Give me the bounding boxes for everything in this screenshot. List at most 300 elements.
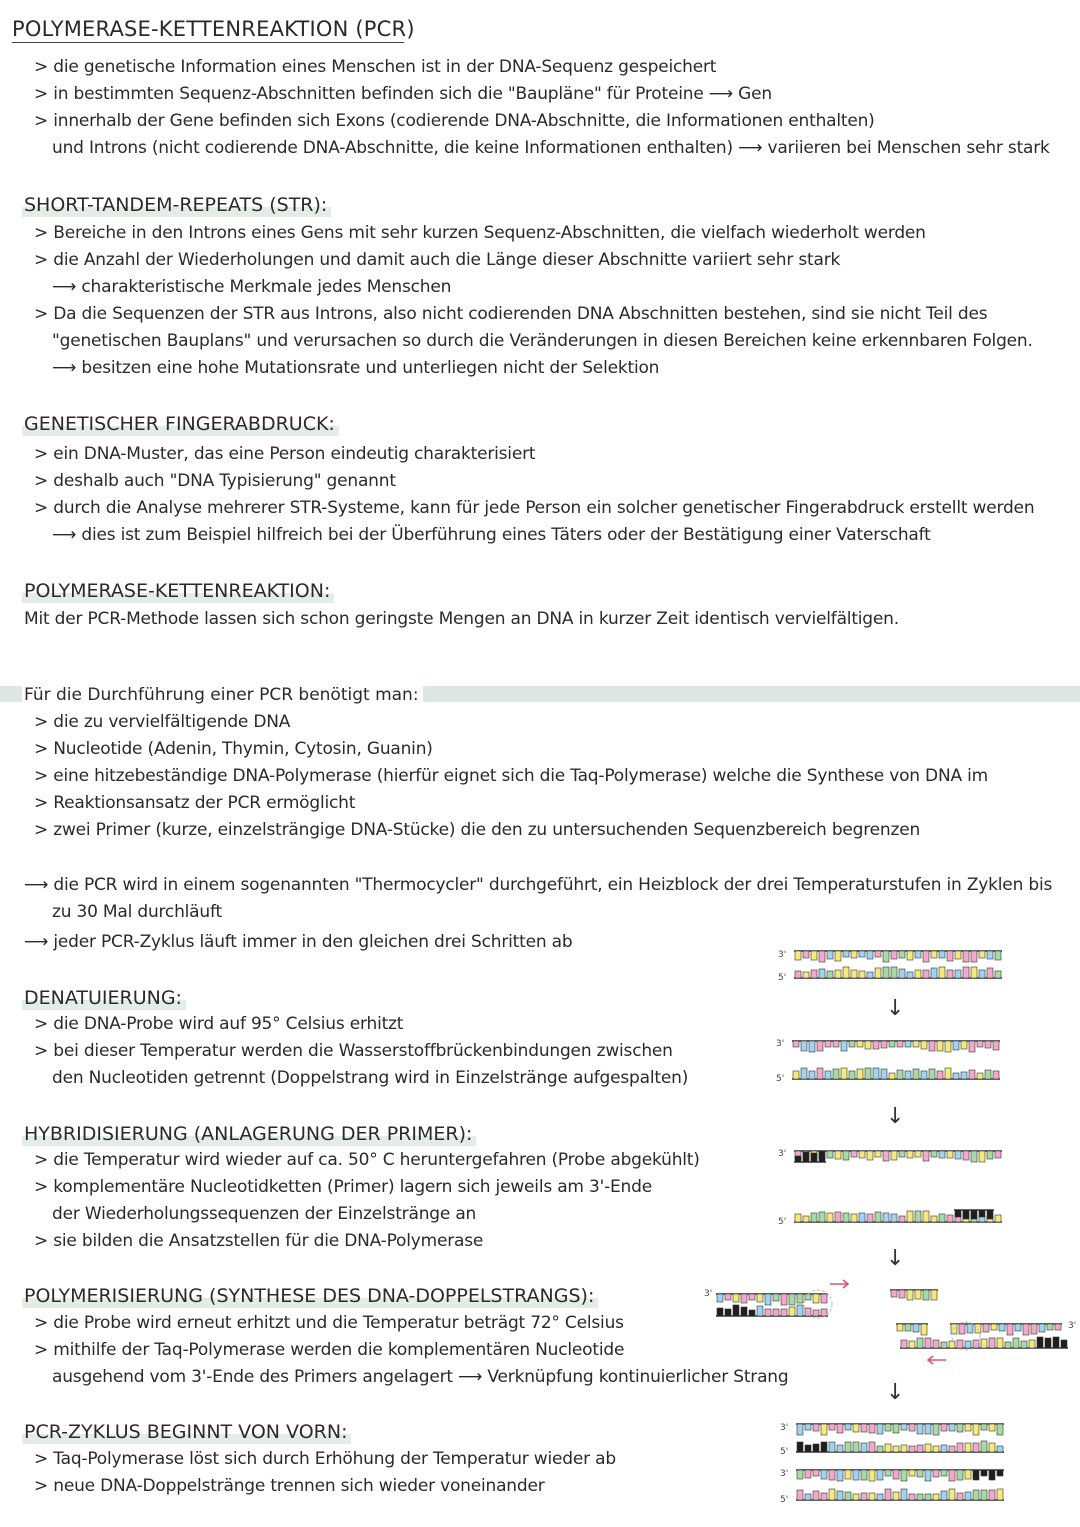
nucleotide: [957, 1470, 963, 1480]
nucleotide: [805, 1308, 811, 1316]
dna-strand: [900, 1337, 1068, 1348]
nucleotide: [741, 1294, 747, 1303]
nucleotide: [801, 1068, 807, 1079]
nucleotide: [939, 951, 945, 958]
polymerization-line-1: > die Probe wird erneut erhitzt und die Temperatur beträgt 72° Celsius: [34, 1313, 624, 1333]
nucleotide: [795, 951, 801, 960]
nucleotide: [875, 968, 881, 978]
nucleotide: [885, 1470, 891, 1476]
dna-double-strand-diagram: [776, 944, 1008, 988]
strand-end-label: 5': [780, 1447, 789, 1457]
nucleotide: [765, 1309, 771, 1316]
nucleotide: [859, 971, 865, 978]
nucleotide: [795, 971, 801, 978]
nucleotide: [995, 1151, 1001, 1158]
requirements-line-3: > eine hitzebeständige DNA-Polymerase (hierfür eignet sich die Taq-Polymerase) welche die Synthese von DNA im: [34, 766, 988, 786]
nucleotide: [941, 1491, 947, 1500]
nucleotide: [915, 970, 921, 978]
dna-strand: [950, 1324, 1062, 1335]
nucleotide: [865, 1041, 871, 1049]
nucleotide: [921, 1324, 927, 1335]
nucleotide: [977, 1041, 983, 1047]
nucleotide: [925, 1494, 931, 1500]
nucleotide: [989, 1490, 995, 1500]
nucleotide: [947, 1151, 953, 1158]
nucleotide: [885, 1489, 891, 1500]
str-heading: SHORT-TANDEM-REPEATS (STR):: [22, 193, 331, 217]
nucleotide: [843, 1213, 849, 1222]
nucleotide: [797, 1490, 803, 1500]
nucleotide: [981, 1339, 987, 1348]
nucleotide: [1013, 1338, 1019, 1348]
primer-nucleotide: [819, 1151, 825, 1162]
nucleotide: [965, 1424, 971, 1431]
primer-nucleotide: [741, 1307, 747, 1316]
nucleotide: [797, 1305, 803, 1316]
nucleotide: [913, 1324, 919, 1332]
nucleotide: [1007, 1324, 1013, 1335]
nucleotide: [765, 1294, 771, 1305]
nucleotide: [965, 1470, 971, 1479]
nucleotide: [933, 1446, 939, 1452]
nucleotide: [797, 1294, 803, 1303]
synthesis-direction-arrow: [928, 1356, 946, 1364]
nucleotide: [891, 1214, 897, 1222]
requirements-line-2: > Nucleotide (Adenin, Thymin, Cytosin, Guanin): [34, 739, 433, 759]
nucleotide: [901, 1424, 907, 1430]
nucleotide: [875, 951, 881, 957]
nucleotide: [995, 951, 1001, 960]
nucleotide: [921, 1041, 927, 1049]
nucleotide: [923, 970, 929, 978]
primer-nucleotide: [749, 1310, 755, 1316]
nucleotide: [865, 1068, 871, 1079]
primer-nucleotide: [813, 1444, 819, 1452]
nucleotide: [995, 971, 1001, 978]
nucleotide: [961, 1072, 967, 1079]
nucleotide: [937, 1041, 943, 1051]
nucleotide: [963, 1151, 969, 1160]
nucleotide: [917, 1470, 923, 1477]
nucleotide: [941, 1424, 947, 1431]
nucleotide: [829, 1424, 835, 1430]
strand-end-label: 5': [778, 1217, 787, 1227]
nucleotide: [997, 1489, 1003, 1500]
nucleotide: [987, 1151, 993, 1159]
nucleotide: [853, 1424, 859, 1432]
nucleotide: [959, 1324, 965, 1334]
nucleotide: [897, 1070, 903, 1079]
nucleotide: [875, 1151, 881, 1157]
nucleotide: [979, 970, 985, 978]
str-line-1: > Bereiche in den Introns eines Gens mit sehr kurzen Sequenz-Abschnitten, die vielfach wiederholt werden: [34, 223, 926, 243]
nucleotide: [987, 951, 993, 959]
nucleotide: [933, 1424, 939, 1435]
nucleotide: [907, 972, 913, 978]
nucleotide: [969, 1041, 975, 1052]
nucleotide: [861, 1443, 867, 1452]
nucleotide: [989, 1424, 995, 1431]
nucleotide: [805, 1494, 811, 1500]
page-title: POLYMERASE-KETTENREAKTION (PCR): [12, 17, 415, 41]
nucleotide: [899, 1151, 905, 1157]
nucleotide: [983, 1324, 989, 1332]
down-arrow-1: ↓: [886, 996, 905, 1021]
nucleotide: [795, 1214, 801, 1222]
nucleotide: [883, 1213, 889, 1222]
nucleotide: [941, 1445, 947, 1452]
nucleotide: [945, 1041, 951, 1052]
nucleotide: [835, 951, 841, 961]
nucleotide: [827, 971, 833, 978]
nucleotide: [977, 1073, 983, 1079]
primer-nucleotide: [811, 1153, 817, 1162]
down-arrow-4: ↓: [886, 1380, 905, 1405]
nucleotide: [813, 1424, 819, 1431]
nucleotide: [985, 1070, 991, 1079]
nucleotide: [1015, 1324, 1021, 1331]
nucleotide: [837, 1445, 843, 1452]
primer-nucleotide: [1053, 1337, 1059, 1348]
nucleotide: [845, 1492, 851, 1500]
denaturation-line-2: > bei dieser Temperatur werden die Wasserstoffbrückenbindungen zwischen: [34, 1041, 673, 1061]
nucleotide: [949, 1489, 955, 1500]
nucleotide: [981, 1424, 987, 1430]
str-line-3: ⟶ charakteristische Merkmale jedes Menschen: [52, 277, 452, 297]
nucleotide: [931, 1151, 937, 1157]
nucleotide: [877, 1470, 883, 1480]
nucleotide: [949, 1446, 955, 1452]
fingerprint-line-2: > deshalb auch "DNA Typisierung" genannt: [34, 471, 396, 491]
nucleotide: [849, 1041, 855, 1047]
nucleotide: [891, 967, 897, 978]
nucleotide: [835, 1151, 841, 1159]
strand-end-label: 3': [776, 1039, 785, 1049]
nucleotide: [1055, 1324, 1061, 1330]
dna-primer-annealing-diagram: [776, 1142, 1008, 1232]
nucleotide: [975, 1324, 981, 1333]
nucleotide: [947, 951, 953, 961]
nucleotide: [861, 1424, 867, 1432]
nucleotide: [853, 1470, 859, 1480]
nucleotide: [829, 1489, 835, 1500]
str-line-5: "genetischen Bauplans" und verursachen so durch die Veränderungen in diesen Bereichen keine erkennbaren Folgen.: [52, 331, 1033, 351]
nucleotide: [797, 1470, 803, 1479]
nucleotide: [899, 951, 905, 958]
nucleotide: [837, 1491, 843, 1500]
nucleotide: [789, 1307, 795, 1316]
nucleotide: [933, 1470, 939, 1477]
nucleotide: [917, 1445, 923, 1452]
primer-nucleotide: [971, 1210, 977, 1219]
nucleotide: [1021, 1341, 1027, 1348]
nucleotide: [813, 1470, 819, 1476]
nucleotide: [969, 1070, 975, 1079]
primer-nucleotide: [963, 1210, 969, 1219]
polymerization-line-3: ausgehend vom 3'-Ende des Primers angelagert ⟶ Verknüpfung kontinuierlicher Strang: [52, 1367, 789, 1387]
nucleotide: [825, 1071, 831, 1079]
nucleotide: [793, 1071, 799, 1079]
primer-nucleotide: [795, 1156, 801, 1162]
nucleotide: [809, 1041, 815, 1052]
dna-strand: [794, 967, 1002, 978]
denaturation-line-1: > die DNA-Probe wird auf 95° Celsius erhitzt: [34, 1014, 404, 1034]
nucleotide: [841, 1041, 847, 1051]
requirements-heading: Für die Durchführung einer PCR benötigt man:: [22, 684, 423, 706]
nucleotide: [985, 1041, 991, 1048]
restart-line-1: > Taq-Polymerase löst sich durch Erhöhung der Temperatur wieder ab: [34, 1449, 616, 1469]
cycler-line-2: zu 30 Mal durchläuft: [52, 902, 222, 922]
nucleotide: [733, 1294, 739, 1302]
primer-nucleotide: [1037, 1337, 1043, 1348]
nucleotide: [899, 969, 905, 978]
nucleotide: [819, 951, 825, 962]
polymerization-heading: POLYMERISIERUNG (SYNTHESE DES DNA-DOPPELSTRANGS):: [22, 1284, 598, 1308]
nucleotide: [949, 1424, 955, 1431]
requirements-line-4: > Reaktionsansatz der PCR ermöglicht: [34, 793, 356, 813]
nucleotide: [933, 1340, 939, 1348]
nucleotide: [891, 951, 897, 959]
nucleotide: [867, 1151, 873, 1160]
nucleotide: [893, 1446, 899, 1452]
nucleotide: [877, 1424, 883, 1434]
nucleotide: [931, 1290, 937, 1300]
hybridization-line-3: der Wiederholungssequenzen der Einzelstränge an: [52, 1204, 477, 1224]
nucleotide: [1039, 1324, 1045, 1332]
nucleotide: [869, 1470, 875, 1481]
nucleotide: [923, 1290, 929, 1300]
nucleotide: [939, 967, 945, 978]
nucleotide: [1047, 1324, 1053, 1330]
dna-strand: [792, 1041, 1000, 1052]
nucleotide: [931, 951, 937, 958]
nucleotide: [973, 1424, 979, 1435]
nucleotide: [883, 1151, 889, 1161]
title-underline: [12, 42, 404, 43]
nucleotide: [891, 1290, 897, 1297]
nucleotide: [909, 1494, 915, 1500]
nucleotide: [965, 1341, 971, 1348]
nucleotide: [897, 1041, 903, 1047]
nucleotide: [859, 1151, 865, 1158]
nucleotide: [821, 1424, 827, 1435]
nucleotide: [837, 1470, 843, 1481]
nucleotide: [757, 1294, 763, 1302]
nucleotide: [987, 968, 993, 978]
nucleotide: [989, 1338, 995, 1348]
nucleotide: [967, 1324, 973, 1333]
nucleotide: [941, 1470, 947, 1476]
primer-nucleotide: [805, 1445, 811, 1452]
nucleotide: [901, 1489, 907, 1500]
nucleotide: [819, 1212, 825, 1222]
nucleotide: [861, 1493, 867, 1500]
dna-strand: [896, 1324, 928, 1335]
primer-nucleotide: [979, 1210, 985, 1217]
nucleotide: [837, 1424, 843, 1433]
dna-new-double-strands-diagram: [776, 1418, 1008, 1510]
nucleotide: [965, 1492, 971, 1500]
nucleotide: [1031, 1324, 1037, 1334]
nucleotide: [803, 951, 809, 958]
requirements-line-1: > die zu vervielfältigende DNA: [34, 712, 291, 732]
strand-end-label: 5': [778, 973, 787, 983]
nucleotide: [893, 1492, 899, 1500]
nucleotide: [923, 1211, 929, 1222]
nucleotide: [817, 1041, 823, 1051]
nucleotide: [877, 1494, 883, 1500]
nucleotide: [999, 1324, 1005, 1331]
nucleotide: [945, 1068, 951, 1079]
nucleotide: [877, 1446, 883, 1452]
nucleotide: [857, 1069, 863, 1079]
primer-nucleotide: [733, 1305, 739, 1316]
dna-strand: [796, 1489, 1004, 1500]
nucleotide: [875, 1212, 881, 1222]
primer-nucleotide: [987, 1210, 993, 1219]
nucleotide: [925, 1338, 931, 1348]
primer-nucleotide: [997, 1470, 1003, 1476]
nucleotide: [725, 1294, 731, 1300]
nucleotide: [845, 1424, 851, 1430]
nucleotide: [833, 1041, 839, 1047]
strand-end-label: 3': [1068, 1321, 1077, 1331]
nucleotide: [965, 1443, 971, 1452]
nucleotide: [971, 951, 977, 962]
denaturation-line-3: den Nucleotiden getrennt (Doppelstrang wird in Einzelstränge aufgespalten): [52, 1068, 689, 1088]
nucleotide: [833, 1069, 839, 1079]
nucleotide: [997, 1338, 1003, 1348]
primer-nucleotide: [797, 1442, 803, 1452]
nucleotide: [853, 1442, 859, 1452]
primer-nucleotide: [717, 1308, 723, 1316]
nucleotide: [913, 1041, 919, 1047]
fingerprint-line-3: > durch die Analyse mehrerer STR-Systeme, kann für jede Person ein solcher genetischer Fingerabdruck erstellt werden: [34, 498, 1035, 518]
hybridization-line-2: > komplementäre Nucleotidketten (Primer) lagern sich jeweils am 3'-Ende: [34, 1177, 652, 1197]
down-arrow-3: ↓: [886, 1246, 905, 1271]
nucleotide: [901, 1340, 907, 1348]
nucleotide: [717, 1294, 723, 1302]
intro-line-4: und Introns (nicht codierende DNA-Abschnitte, die keine Informationen enthalten) ⟶ variieren bei Menschen sehr stark: [52, 138, 1050, 158]
intro-line-3: > innerhalb der Gene befinden sich Exons (codierende DNA-Abschnitte, die Informationen enthalten): [34, 111, 875, 131]
nucleotide: [963, 967, 969, 978]
nucleotide: [909, 1446, 915, 1452]
nucleotide: [867, 972, 873, 978]
nucleotide: [889, 1073, 895, 1079]
restart-heading: PCR-ZYKLUS BEGINNT VON VORN:: [22, 1420, 351, 1444]
fingerprint-heading: GENETISCHER FINGERABDRUCK:: [22, 412, 339, 436]
nucleotide: [851, 1151, 857, 1157]
dna-strand: [794, 951, 1002, 962]
nucleotide: [873, 1068, 879, 1079]
nucleotide: [979, 1151, 985, 1162]
nucleotide: [923, 951, 929, 962]
nucleotide: [881, 1069, 887, 1079]
nucleotide: [915, 951, 921, 958]
nucleotide: [953, 1073, 959, 1079]
nucleotide: [909, 1424, 915, 1431]
nucleotide: [773, 1309, 779, 1316]
nucleotide: [929, 1069, 935, 1079]
strand-end-label: 3': [778, 1149, 787, 1159]
nucleotide: [843, 1151, 849, 1160]
nucleotide: [1029, 1340, 1035, 1348]
nucleotide: [819, 969, 825, 978]
strand-end-label: 5': [776, 1074, 785, 1084]
nucleotide: [899, 1216, 905, 1222]
nucleotide: [925, 1424, 931, 1434]
nucleotide: [851, 1214, 857, 1222]
fingerprint-line-4: ⟶ dies ist zum Beispiel hilfreich bei der Überführung eines Täters oder der Bestätigung einer Vaterschaft: [52, 525, 931, 545]
nucleotide: [929, 1041, 935, 1051]
nucleotide: [773, 1294, 779, 1301]
nucleotide: [909, 1470, 915, 1476]
nucleotide: [813, 1294, 819, 1303]
nucleotide: [811, 970, 817, 978]
pcr-line-1: Mit der PCR-Methode lassen sich schon geringste Mengen an DNA in kurzer Zeit identisch vervielfältigen.: [24, 609, 899, 629]
dna-strand: [796, 1441, 1004, 1452]
nucleotide: [789, 1294, 795, 1305]
nucleotide: [811, 1213, 817, 1222]
dna-strand: [890, 1290, 938, 1300]
nucleotide: [883, 967, 889, 978]
nucleotide: [805, 1470, 811, 1478]
nucleotide: [991, 1324, 997, 1330]
nucleotide: [797, 1424, 803, 1435]
requirements-line-5: > zwei Primer (kurze, einzelsträngige DNA-Stücke) die den zu untersuchenden Sequenzbereich begrenzen: [34, 820, 921, 840]
dna-strand: [796, 1470, 1004, 1481]
dna-strand: [796, 1424, 1004, 1435]
nucleotide: [957, 1443, 963, 1452]
cycler-line-1: ⟶ die PCR wird in einem sogenannten "Thermocycler" durchgeführt, ein Heizblock der drei Temperaturstufen in Zyklen bis: [24, 875, 1053, 895]
nucleotide: [781, 1309, 787, 1316]
strand-end-label: 3': [780, 1469, 789, 1479]
nucleotide: [869, 1424, 875, 1433]
nucleotide: [923, 1151, 929, 1161]
nucleotide: [915, 1290, 921, 1299]
nucleotide: [901, 1470, 907, 1481]
nucleotide: [843, 951, 849, 957]
nucleotide: [901, 1445, 907, 1452]
nucleotide: [939, 1214, 945, 1222]
nucleotide: [973, 1340, 979, 1348]
cycler-line-3: ⟶ jeder PCR-Zyklus läuft immer in den gleichen drei Schritten ab: [24, 932, 573, 952]
nucleotide: [955, 970, 961, 978]
nucleotide: [957, 1493, 963, 1500]
nucleotide: [953, 1041, 959, 1050]
nucleotide: [881, 1041, 887, 1048]
nucleotide: [917, 1494, 923, 1500]
nucleotide: [749, 1294, 755, 1300]
nucleotide: [757, 1306, 763, 1316]
nucleotide: [955, 1151, 961, 1159]
nucleotide: [973, 1490, 979, 1500]
nucleotide: [883, 951, 889, 962]
nucleotide: [937, 1071, 943, 1079]
nucleotide: [899, 1290, 905, 1298]
nucleotide: [907, 1211, 913, 1222]
str-line-4: > Da die Sequenzen der STR aus Introns, also nicht codierenden DNA Abschnitten bestehen, sind sie nicht Teil des: [34, 304, 988, 324]
strand-end-label: 3': [780, 1423, 789, 1433]
nucleotide: [909, 1341, 915, 1348]
nucleotide: [997, 1446, 1003, 1452]
dna-strand: [716, 1305, 828, 1316]
str-line-2: > die Anzahl der Wiederholungen und damit auch die Länge dieser Abschnitte variiert sehr stark: [34, 250, 841, 270]
pcr-heading: POLYMERASE-KETTENREAKTION:: [22, 579, 334, 603]
nucleotide: [897, 1324, 903, 1331]
nucleotide: [843, 967, 849, 978]
nucleotide: [801, 1041, 807, 1051]
